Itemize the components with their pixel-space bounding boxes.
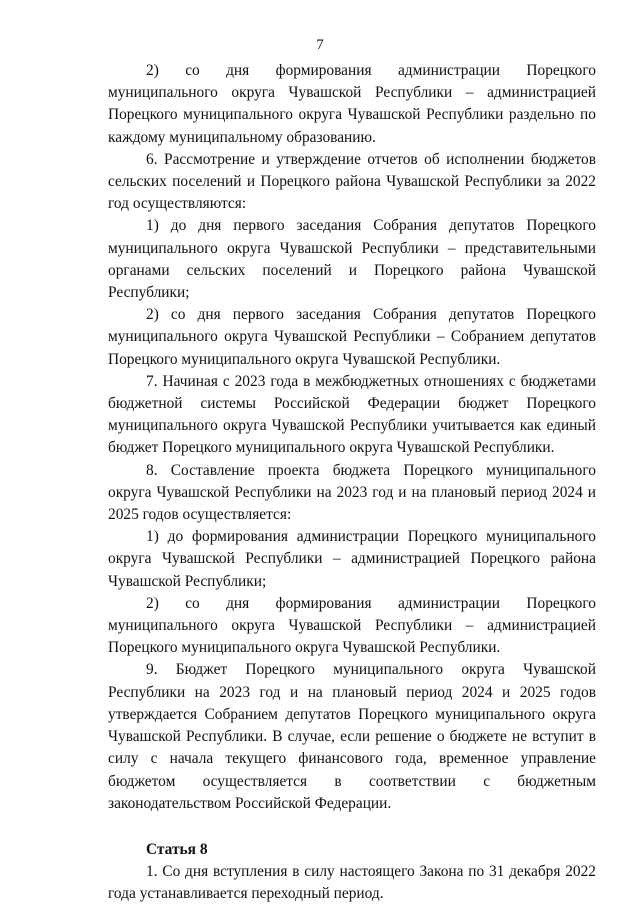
paragraph-item-7-unified-budget: 7. Начиная с 2023 года в межбюджетных отношениях с бюджетами бюджетной системы Российской Федерации бюджет Порецкого муниципального округа Чувашской Республики учитывается как единый бюджет Порецкого муниципального округа Чувашской Республики. <box>108 372 596 457</box>
paragraph-item-6-budget-reports: 6. Рассмотрение и утверждение отчетов об исполнении бюджетов сельских поселений и Порецкого района Чувашской Республики за 2022 год осуществляются: <box>108 150 596 213</box>
page-number: 7 <box>316 37 324 53</box>
article-heading: Статья 8 <box>146 840 208 858</box>
paragraph-item-6-clause-1: 1) до дня первого заседания Собрания депутатов Порецкого муниципального округа Чувашской Республики – представительными органами сельских поселений и Порецкого района Чувашской Республики; <box>108 217 596 302</box>
paragraph-clause-2-municipal-administration: 2) со дня формирования администрации Порецкого муниципального округа Чувашской Республики – администрацией Порецкого муниципального округа Чувашской Республики раздельно по каждому муниципальному образованию. <box>108 62 596 146</box>
paragraph-item-9-budget-approval: 9. Бюджет Порецкого муниципального округа Чувашской Республики на 2023 год и на плановый период 2024 и 2025 годов утверждается Собранием депутатов Порецкого муниципального округа Чувашской Республики. В случае, если решение о бюджете не вступит в силу с начала текущего финансового года, временное управление бюджетом осуществляется в соответствии с бюджетным законодательством Российской Федерации. <box>108 661 596 812</box>
paragraph-article-8-item-1: 1. Со дня вступления в силу настоящего Закона по 31 декабря 2022 года устанавливается переходный период. <box>108 863 596 903</box>
paragraph-item-8-clause-1: 1) до формирования администрации Порецкого муниципального округа Чувашской Республики – администрацией Порецкого района Чувашской Республики; <box>108 528 596 590</box>
document-body <box>108 60 596 906</box>
paragraph-item-6-clause-2: 2) со дня первого заседания Собрания депутатов Порецкого муниципального округа Чувашской Республики – Собранием депутатов Порецкого муниципального округа Чувашской Республики. <box>108 306 596 368</box>
paragraph-item-8-clause-2: 2) со дня формирования администрации Порецкого муниципального округа Чувашской Республики – администрацией Порецкого муниципального округа Чувашской Республики. <box>108 594 596 657</box>
paragraph-item-8-budget-draft: 8. Составление проекта бюджета Порецкого муниципального округа Чувашской Республики на 2023 год и на плановый период 2024 и 2025 годов осуществляется: <box>108 461 596 524</box>
